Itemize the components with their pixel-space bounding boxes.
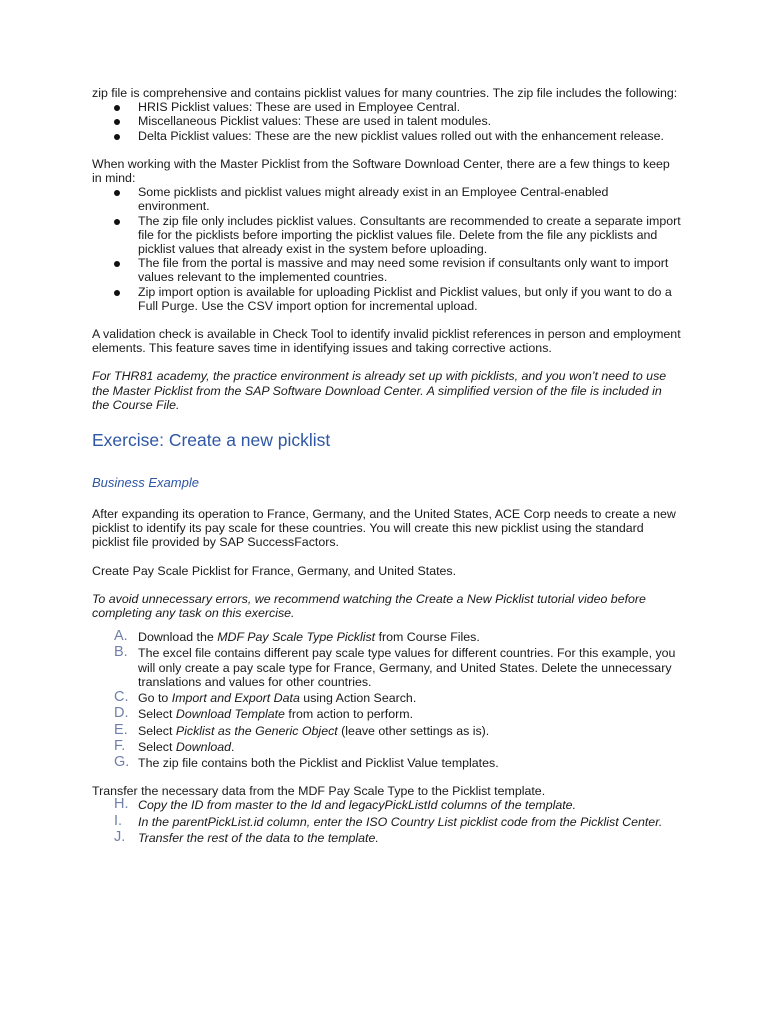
list-item: The zip file only includes picklist values. Consultants are recommended to create a separate import file for the picklists before importing the picklist values file. Delete from the file any picklists and picklist values that already exist in the system before uploading. [92,214,682,257]
task-paragraph: Create Pay Scale Picklist for France, Germany, and United States. [92,563,457,578]
list-item: Zip import option is available for uploading Picklist and Picklist values, but only if you want to do a Full Purge. Use the CSV import option for incremental upload. [92,285,682,313]
bullet-icon [114,290,120,296]
step-item: A. Download the MDF Pay Scale Type Picklist from Course Files. [114,628,480,645]
bullet-icon [114,261,120,267]
steps-list [92,630,682,770]
step-item: H. Copy the ID from master to the Id and legacyPickListId columns of the template. [114,796,577,813]
step-item: B. The excel file contains different pay scale type values for different countries. For this example, you will only create a pay scale type for France, Germany, and United States. Delete the unnecessary translations and values for other countries. [114,644,676,689]
document-page [92,86,682,847]
step-marker: D. [114,705,129,722]
academy-note: For THR81 academy, the practice environment is already set up with picklists, and you won’t need to use the Master Picklist from the SAP Software Download Center. A simplified version of the file is included in the Course File. [92,369,667,412]
step-item: F. Select Download. [114,737,235,754]
step-marker: B. [114,644,128,661]
list-item: Miscellaneous Picklist values: These are used in talent modules. [92,114,682,128]
step-marker: A. [114,628,128,645]
step-item: E. Select Picklist as the Generic Object (leave other settings as is). [114,721,490,738]
step-item: D. Select Download Template from action to perform. [114,705,414,722]
validation-paragraph: A validation check is available in Check Tool to identify invalid picklist references in person and employment elements. This feature saves time in identifying issues and taking corrective actions. [92,327,681,356]
business-paragraph: After expanding its operation to France, Germany, and the United States, ACE Corp needs to create a new picklist to identify its pay scale for these countries. You will create this new picklist using the standard picklist file provided by SAP SuccessFactors. [92,507,676,550]
list-item: Delta Picklist values: These are the new picklist values rolled out with the enhancement release. [92,129,682,143]
list-item: HRIS Picklist values: These are used in Employee Central. [92,100,682,114]
step-item: C. Go to Import and Export Data using Action Search. [114,689,417,706]
tip-paragraph: To avoid unnecessary errors, we recommend watching the Create a New Picklist tutorial video before completing any task on this exercise. [92,591,646,621]
step-item: J. Transfer the rest of the data to the template. [114,828,379,845]
step-marker: E. [114,721,128,738]
exercise-heading: Exercise: Create a new picklist [92,430,331,451]
bullet-icon [114,105,120,111]
step-marker: G. [114,753,130,770]
step-marker: H. [114,796,129,813]
bullet-icon [114,219,120,225]
step-marker: C. [114,689,129,706]
intro-bullet-list [92,100,682,143]
bullet-icon [114,190,120,196]
step-marker: I. [114,812,123,829]
transfer-steps-list [92,798,682,845]
step-marker: J. [114,828,126,845]
step-marker: F. [114,737,126,754]
master-bullet-list [92,185,682,313]
list-item: The file from the portal is massive and may need some revision if consultants only want to import values relevant to the implemented countries. [92,256,682,284]
list-item: Some picklists and picklist values might already exist in an Employee Central-enabled environment. [92,185,682,213]
step-item: G. The zip file contains both the Picklist and Picklist Value templates. [114,753,499,770]
step-item: I. In the parentPickList.id column, enter the ISO Country List picklist code from the Picklist Center. [114,812,663,829]
bullet-icon [114,134,120,140]
bullet-icon [114,119,120,125]
business-example-heading: Business Example [92,475,199,491]
transfer-paragraph: Transfer the necessary data from the MDF Pay Scale Type to the Picklist template. [92,784,546,799]
master-picklist-paragraph: When working with the Master Picklist from the Software Download Center, there are a few things to keep in mind: [92,156,670,186]
intro-paragraph: zip file is comprehensive and contains picklist values for many countries. The zip file includes the following: [92,86,678,100]
